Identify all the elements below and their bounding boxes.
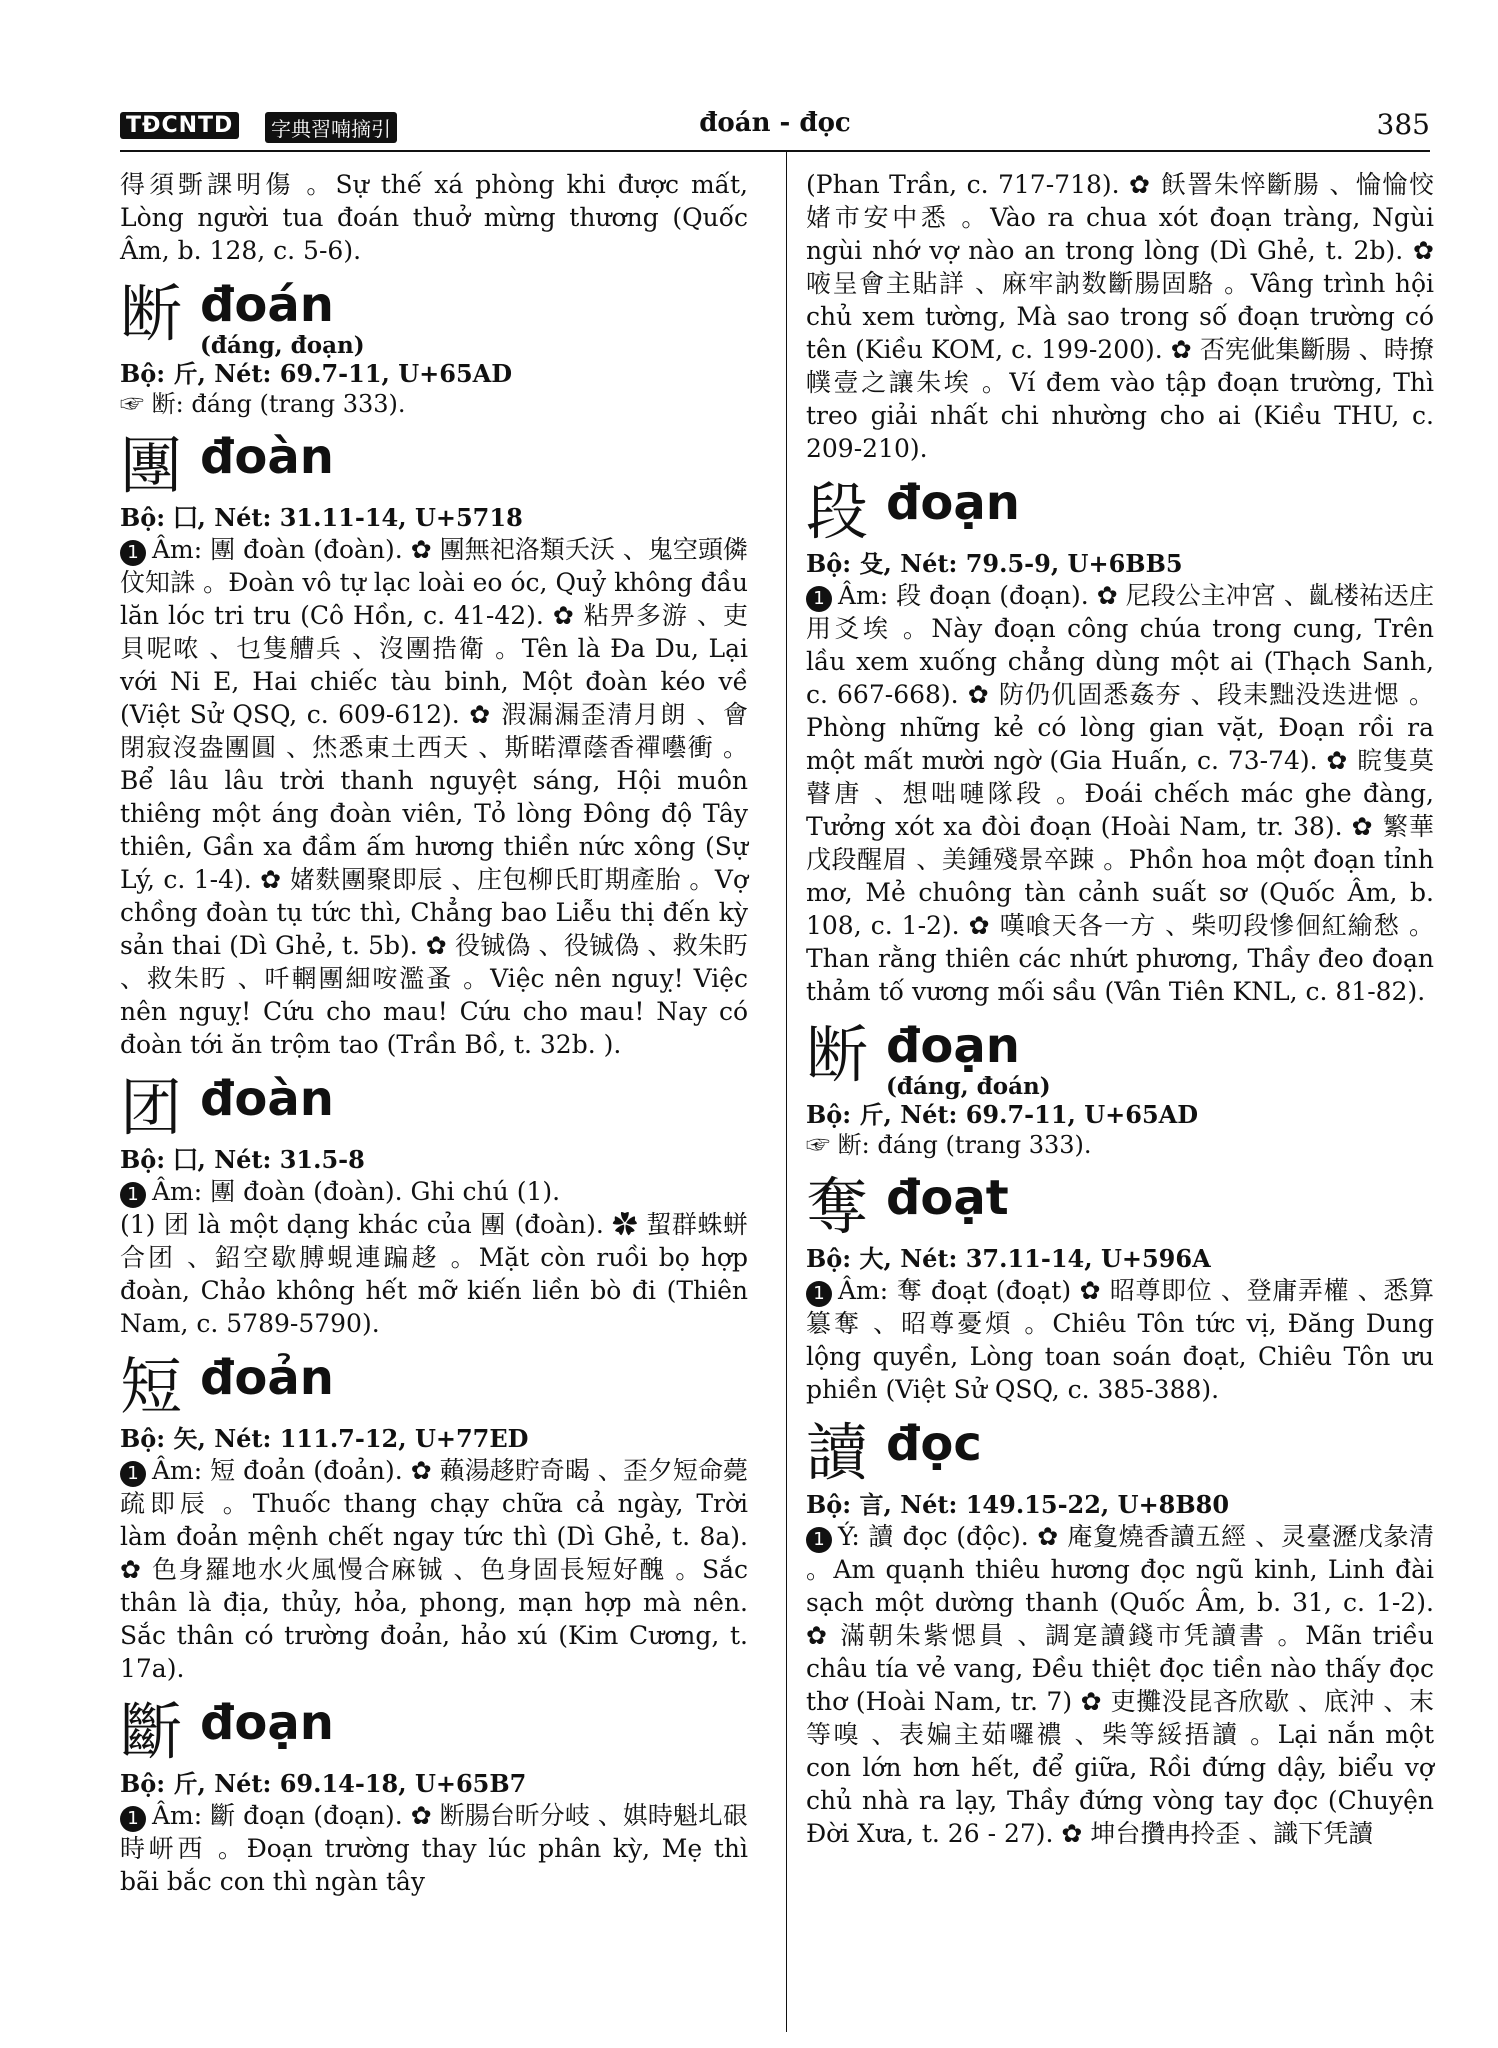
entry-doc [806,1416,1434,1490]
continued-text: (Phan Trần, c. 717-718). ✿ 飫罯朱悴斷腸 、惀惀恔媎市安中悉 。Vào ra chua xót đoạn tràng, Ngùi ngùi nhớ vợ nào an trong lòng (Dì Ghẻ, t. 2b). ✿ 㖡呈會主貼詳 、麻牢訥数斷腸固駱 。Vâng trình hội chủ xem tường, Mà sao trong số đoạn trường có tên (Kiều KOM, c. 199-200). ✿ 否宪佌集斷腸 、時撩幞壹之讓朱埃 。Ví đem vào tập đoạn trường, Thì treo giải nhất chi nhường cho ai (Kiều THU, c. 209-210). [806,170,1434,463]
entry-body: Âm: 團 đoàn (đoàn). Ghi chú (1). [152,1177,561,1206]
entry-char: 短 [120,1350,183,1423]
entry-meta: Bộ: 殳, Nét: 79.5-9, U+6BB5 [806,549,1183,578]
headword: đoản [200,1350,334,1406]
entry-doan-4 [120,1350,748,1424]
entry-char: 断 [806,1018,869,1091]
header-rule [120,150,1430,152]
headword: đoạn [886,475,1020,531]
left-column [120,168,748,1898]
series-logo-han: 字典習喃摘引 [265,112,397,143]
entry-body: Âm: 奪 đoạt (đoạt) ✿ 昭尊即位 、登庸弄權 、悉算簒奪 、昭尊憂煩 。Chiêu Tôn tức vị, Đăng Dung lộng quyền, Lòng toan soán đoạt, Chiêu Tôn ưu phiền (Việt Sử QSQ, c. 385-388). [806,1276,1434,1404]
sense-number-icon: 1 [120,540,146,566]
entry-doan-7 [806,1018,1434,1100]
entry-doan-6 [806,475,1434,549]
continued-text: 得須斲課明傷 。Sự thế xá phòng khi được mất, Lòng người tua đoán thuở mừng thương (Quốc Âm, b. 128, c. 5-6). [120,170,748,265]
entry-meta: Bộ: 大, Nét: 37.11-14, U+596A [806,1244,1211,1273]
alt-readings: (đáng, đoạn) [200,332,365,359]
series-logo: TĐCNTD [120,112,239,139]
entry-note: (1) 团 là một dạng khác của 團 (đoàn). ✿ 蛪群蛛蛢合团 、鉊空歇膊蜆連蹁趍 。Mặt còn ruồi bọ hợp đoàn, Chảo không hết mỡ kiến liền bò đi (Thiên Nam, c. 5789-5790). [120,1210,748,1338]
entry-meta: Bộ: 矢, Nét: 111.7-12, U+77ED [120,1424,529,1453]
entry-meta: Bộ: 囗, Nét: 31.5-8 [120,1145,365,1174]
entry-meta: Bộ: 斤, Nét: 69.14-18, U+65B7 [120,1769,527,1798]
sense-number-icon: 1 [120,1806,146,1832]
headword: đoàn [200,429,334,485]
entry-doan-5 [120,1695,748,1769]
entry-char: 斷 [120,1695,183,1768]
entry-char: 团 [120,1071,183,1144]
entry-doat [806,1170,1434,1244]
entry-body: Âm: 段 đoạn (đoạn). ✿ 尼段公主冲宮 、齓楼祐迗庄用爻埃 。Này đoạn công chúa trong cung, Trên lầu xem xuống chẳng dùng một ai (Thạch Sanh, c. 667-668). ✿ 防仍仉固悉姦夯 、段耒黜没迭进愢 。Phòng những kẻ có lòng gian vặt, Đoạn rồi ra một mất mười ngờ (Gia Huấn, c. 73-74). ✿ 睆隻莫瞽唐 、想咄嗹隊段 。Đoái chếch mác ghe đàng, Tưởng xót xa đòi đoạn (Hoài Nam, tr. 38). ✿ 繁華戊段醒眉 、美鍾殘景卒踈 。Phồn hoa một đoạn tỉnh mơ, Mẻ chuông tàn cảnh suất sơ (Quốc Âm, b. 108, c. 1-2). ✿ 嘆喰天各一方 、柴叨段慘佪紅緰愁 。Than rằng thiên các nhứt phương, Thầy đeo đoạn thảm tố vương mối sầu (Vân Tiên KNL, c. 81-82). [806,581,1434,1006]
headword: đoạn [886,1018,1020,1074]
entry-char: 断 [120,277,183,350]
entry-body: Âm: 短 đoản (đoản). ✿ 藾湯趍貯奇暍 、歪夕短命薨疏即辰 。Thuốc thang chạy chữa cả ngày, Trời làm đoản mệnh chết ngay tức thì (Dì Ghẻ, t. 8a). ✿ 色身羅地水火風慢合麻铖 、色身固長短好醜 。Sắc thân là địa, thủy, hỏa, phong, mạn hợp mà nên. Sắc thân có trường đoản, hảo xú (Kim Cương, t. 17a). [120,1456,748,1683]
cross-ref: ☞ 断: đáng (trang 333). [806,1131,1092,1159]
entry-meta: Bộ: 囗, Nét: 31.11-14, U+5718 [120,503,523,532]
entry-char: 奪 [806,1170,869,1243]
entry-char: 團 [120,429,183,502]
column-divider [786,152,787,2032]
sense-number-icon: 1 [120,1461,146,1487]
sense-number-icon: 1 [806,1527,832,1553]
headword: đọc [886,1416,982,1472]
entry-body: Âm: 團 đoàn (đoàn). ✿ 團無祀洛類夭沃 、鬼空頭僯伩知誅 。Đoàn vô tự lạc loài eo óc, Quỷ không đầu lăn lóc tri tru (Cô Hồn, c. 41-42). ✿ 粘畀多游 、吏貝呢哝 、乜隻艚兵 、沒團捁衛 。Tên là Đa Du, Lại với Ni E, Hai chiếc tàu binh, Một đoàn kéo về (Việt Sử QSQ, c. 609-612). ✿ 溊漏漏歪清月朗 、會閉寂沒盎團圓 、烋悉東土西天 、斯睰潭蔭香禪囈衝 。Bể lâu lâu trời thanh nguyệt sáng, Hội muôn thiêng một áng đoàn viên, Tỏ lòng Đông độ Tây thiên, Gần xa đầm ấm hương thiền nức xông (Sự Lý, c. 1-4). ✿ 媎麩團聚即辰 、庄包柳氏盯期產胎 。Vợ chồng đoàn tụ tức thì, Chẳng bao Liễu thị đến kỳ sản thai (Dì Ghẻ, t. 5b). ✿ 役铖偽 、役铖偽 、救朱䀎 、救朱䀎 、吀輞團細咹濫蚤 。Việc nên nguỵ! Việc nên nguỵ! Cứu cho mau! Cứu cho mau! Nay có đoàn tới ăn trộm tao (Trần Bồ, t. 32b. ). [120,535,748,1059]
entry-char: 段 [806,475,869,548]
headword: đoàn [200,1071,334,1127]
entry-char: 讀 [806,1416,869,1489]
alt-readings: (đáng, đoán) [886,1073,1051,1100]
running-title: đoán - đọc [699,108,851,138]
headword: đoạn [200,1695,334,1751]
sense-number-icon: 1 [806,586,832,612]
page-number: 385 [1376,108,1430,141]
entry-meta: Bộ: 斤, Nét: 69.7-11, U+65AD [806,1100,1199,1129]
page-header [120,108,1430,148]
headword: đoán [200,277,334,333]
entry-body: Âm: 斷 đoạn (đoạn). ✿ 断腸台昕分岐 、娸時魁圠硍時岍西 。Đoạn trường thay lúc phân kỳ, Mẹ thì bãi bắc con thì ngàn tây [120,1801,748,1896]
right-column [806,168,1434,1850]
entry-meta: Bộ: 言, Nét: 149.15-22, U+8B80 [806,1490,1230,1519]
entry-doan-3 [120,1071,748,1145]
entry-doan-1 [120,277,748,359]
headword: đoạt [886,1170,1009,1226]
entry-doan-2 [120,429,748,503]
sense-number-icon: 1 [806,1281,832,1307]
entry-meta: Bộ: 斤, Nét: 69.7-11, U+65AD [120,359,513,388]
entry-body: Ý: 讀 đọc (độc). ✿ 庵夐燒香讀五經 、灵臺瀝戊彖清 。Am quạnh thiêu hương đọc ngũ kinh, Linh đài sạch một dường thanh (Quốc Âm, b. 31, c. 1-2). ✿ 滿朝朱紫愢員 、調寔讀錢市凭讀書 。Mãn triều châu tía vẻ vang, Đều thiệt đọc tiền nào thấy đọc thơ (Hoài Nam, tr. 7) ✿ 吏攤没昆吝欣歇 、底沖 、末等嗅 、表媥主茹囉禯 、柴等綏捂讀 。Lại nắn một con lớn hơn hết, để giữa, Rồi đứng dậy, biểu vợ chủ nhà ra lạy, Thầy đứng vòng tay đọc (Chuyện Đời Xưa, t. 26 - 27). ✿ 坤台攢冉拎歪 、識下凭讀 [806,1522,1434,1848]
cross-ref: ☞ 断: đáng (trang 333). [120,390,406,418]
sense-number-icon: 1 [120,1182,146,1208]
